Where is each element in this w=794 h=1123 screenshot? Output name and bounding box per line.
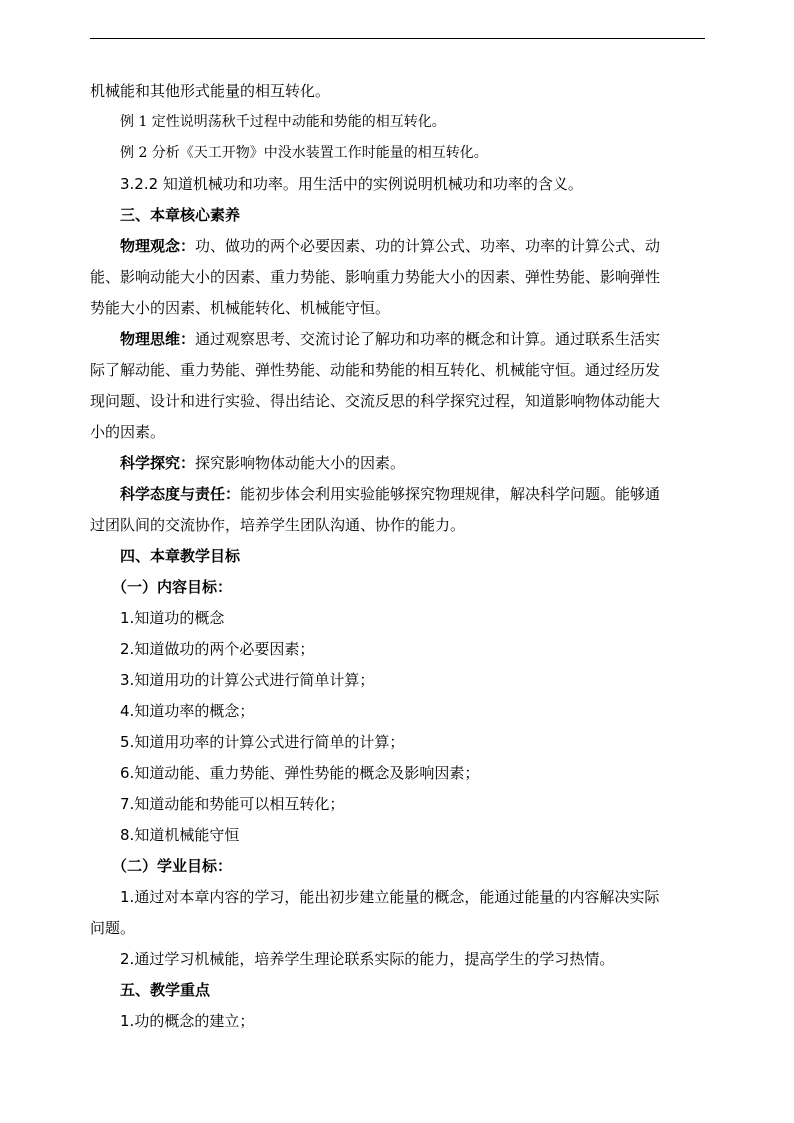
example-2: 例 2 分析《天工开物》中没水装置工作时能量的相互转化。 bbox=[120, 145, 488, 161]
standard-3-2-2: 3.2.2 知道机械功和功率。用生活中的实例说明机械功和功率的含义。 bbox=[120, 175, 583, 193]
academic-goal-2 bbox=[90, 944, 705, 975]
item-text: 功的概念的建立； bbox=[134, 1012, 255, 1030]
physics-concept-line-1 bbox=[90, 231, 705, 262]
attitude-line-1 bbox=[90, 479, 705, 510]
physics-thinking-line-4: 小的因素。 bbox=[90, 423, 166, 441]
content-goal-item bbox=[90, 603, 705, 634]
content-goals-heading: （一）内容目标： bbox=[112, 578, 233, 596]
academic-goals-heading: （二）学业目标： bbox=[112, 857, 233, 875]
item-text: 知道机械能守恒 bbox=[134, 826, 240, 844]
academic-goal-1-line-1 bbox=[90, 882, 705, 913]
content-goal-item bbox=[90, 696, 705, 727]
item-text: 知道做功的两个必要因素； bbox=[134, 640, 315, 658]
physics-concept-line-3: 势能大小的因素、机械能转化、机械能守恒。 bbox=[90, 299, 391, 317]
item-number: 5. bbox=[120, 733, 135, 751]
item-number: 8. bbox=[120, 826, 135, 844]
header-rule bbox=[90, 38, 705, 39]
content-goal-item bbox=[90, 789, 705, 820]
item-number: 1. bbox=[120, 609, 135, 627]
attitude-line-2: 过团队间的交流协作，培养学生团队沟通、协作的能力。 bbox=[90, 516, 466, 534]
physics-thinking-label: 物理思维： bbox=[120, 330, 196, 348]
section-heading-4: 四、本章教学目标 bbox=[120, 547, 241, 565]
item-number: 1. bbox=[120, 888, 135, 906]
item-number: 7. bbox=[120, 795, 135, 813]
item-text: 知道用功的计算公式进行简单计算； bbox=[134, 671, 375, 689]
paragraph-intro: 机械能和其他形式能量的相互转化。 bbox=[90, 82, 331, 100]
item-text: 通过对本章内容的学习，能出初步建立能量的概念，能通过能量的内容解决实际 bbox=[134, 888, 660, 906]
scientific-inquiry bbox=[90, 448, 705, 479]
physics-thinking-line-2: 际了解动能、重力势能、弹性势能、动能和势能的相互转化、机械能守恒。通过经历发 bbox=[90, 361, 661, 379]
item-text: 知道动能、重力势能、弹性势能的概念及影响因素； bbox=[134, 764, 480, 782]
item-text: 通过学习机械能，培养学生理论联系实际的能力，提高学生的学习热情。 bbox=[134, 950, 615, 968]
scientific-inquiry-text: 探究影响物体动能大小的因素。 bbox=[195, 454, 406, 472]
physics-thinking-text: 通过观察思考、交流讨论了解功和功率的概念和计算。通过联系生活实 bbox=[195, 330, 661, 348]
content-goal-item bbox=[90, 634, 705, 665]
item-number: 3. bbox=[120, 671, 135, 689]
attitude-label: 科学态度与责任： bbox=[120, 485, 241, 503]
document-body bbox=[90, 76, 705, 1037]
physics-concept-label: 物理观念： bbox=[120, 237, 196, 255]
item-number: 2. bbox=[120, 640, 135, 658]
item-number: 1. bbox=[120, 1012, 135, 1030]
content-goal-item bbox=[90, 820, 705, 851]
example-1: 例 1 定性说明荡秋千过程中动能和势能的相互转化。 bbox=[120, 114, 446, 130]
section-heading-5: 五、教学重点 bbox=[120, 981, 211, 999]
academic-goal-1-line-2: 问题。 bbox=[90, 919, 136, 937]
item-text: 知道动能和势能可以相互转化； bbox=[134, 795, 345, 813]
item-number: 4. bbox=[120, 702, 135, 720]
section-heading-3: 三、本章核心素养 bbox=[120, 206, 241, 224]
content-goal-item bbox=[90, 758, 705, 789]
physics-thinking-line-1 bbox=[90, 324, 705, 355]
item-text: 知道功的概念 bbox=[134, 609, 225, 627]
physics-thinking-line-3: 现问题、设计和进行实验、得出结论、交流反思的科学探究过程，知道影响物体动能大 bbox=[90, 392, 661, 410]
scientific-inquiry-label: 科学探究： bbox=[120, 454, 196, 472]
key-point-1 bbox=[90, 1006, 705, 1037]
item-number: 6. bbox=[120, 764, 135, 782]
physics-concept-line-2: 能、影响动能大小的因素、重力势能、影响重力势能大小的因素、弹性势能、影响弹性 bbox=[90, 268, 661, 286]
content-goal-item bbox=[90, 727, 705, 758]
item-text: 知道功率的概念； bbox=[134, 702, 255, 720]
content-goal-item bbox=[90, 665, 705, 696]
item-number: 2. bbox=[120, 950, 135, 968]
physics-concept-text: 功、做功的两个必要因素、功的计算公式、功率、功率的计算公式、动 bbox=[195, 237, 661, 255]
item-text: 知道用功率的计算公式进行简单的计算； bbox=[134, 733, 405, 751]
attitude-text: 能初步体会利用实验能够探究物理规律，解决科学问题。能够通 bbox=[240, 485, 661, 503]
